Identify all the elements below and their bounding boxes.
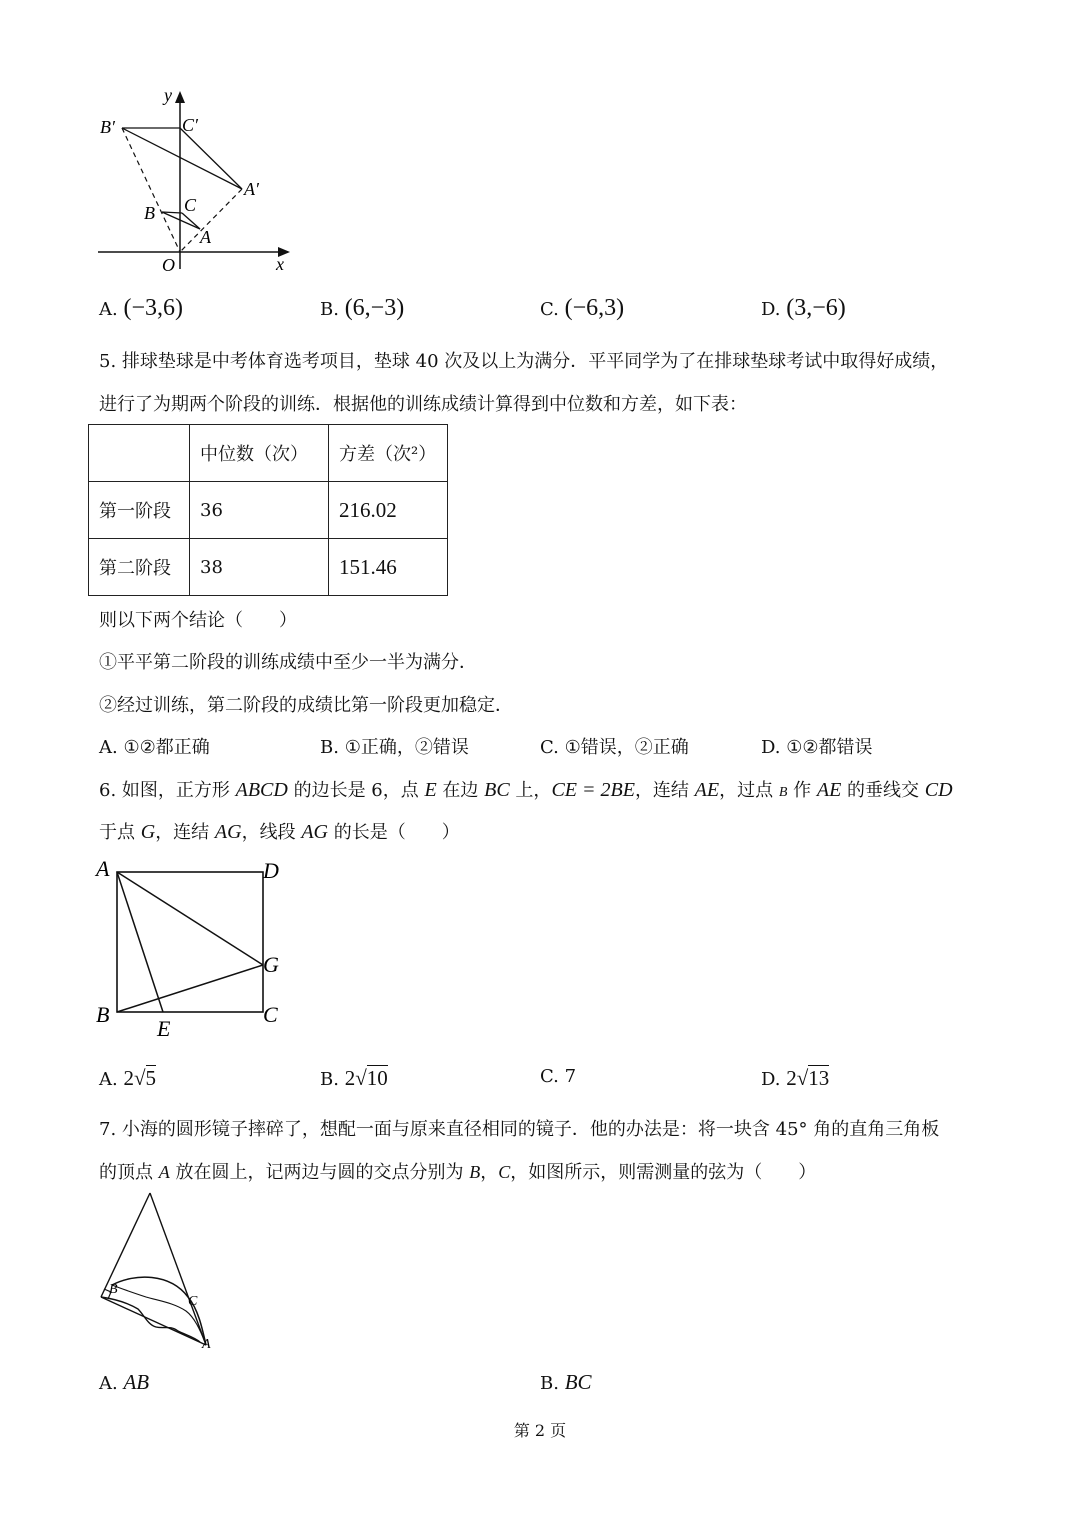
text: ，线段 — [241, 822, 302, 843]
q4-option-b[interactable] — [320, 295, 404, 322]
q4-label-c-prime: C′ — [182, 115, 198, 135]
text: 的边长是 6，点 — [287, 780, 425, 801]
q6-option-c[interactable] — [540, 1066, 576, 1087]
option-letter: A. — [99, 299, 118, 320]
q6-label-a: A — [96, 856, 110, 881]
math: G — [140, 821, 156, 843]
text: 作 — [787, 780, 817, 801]
text: ，如图所示，则需测量的弦为（ ） — [510, 1162, 817, 1183]
q6-label-b: B — [96, 1002, 110, 1027]
table-row — [89, 482, 448, 539]
option-value: (−3,6) — [123, 295, 183, 321]
option-coefficient: 2 — [123, 1066, 134, 1090]
math: A — [158, 1162, 170, 1182]
math: CE = 2BE — [551, 779, 635, 801]
text: 在边 — [436, 780, 485, 801]
option-letter: A. — [99, 1069, 118, 1090]
option-value: (−6,3) — [564, 295, 625, 321]
q6-label-e: E — [157, 1016, 171, 1041]
q5-option-c[interactable] — [540, 733, 689, 759]
q4-label-a: A — [200, 227, 211, 247]
math: B — [469, 1162, 481, 1182]
math: AE — [694, 779, 720, 801]
sqrt-sign-icon: √ — [133, 1066, 146, 1090]
q4-option-d[interactable] — [761, 295, 846, 322]
q6-label-g: G — [263, 952, 279, 977]
option-letter: C. — [540, 299, 559, 320]
q4-label-c: C — [184, 195, 197, 215]
q6-label-d: D — [263, 858, 279, 883]
q5-stem-line1: 5. 排球垫球是中考体育选考项目，垫球 40 次及以上为满分．平平同学为了在排球垫球考试中取得好成绩， — [99, 351, 949, 372]
table-header-cell: 中位数（次） — [190, 425, 329, 482]
q4-label-a-prime: A′ — [244, 179, 259, 199]
math: AG — [214, 821, 242, 843]
q7-stem-line1: 7. 小海的圆形镜子摔碎了，想配一面与原来直径相同的镜子．他的办法是：将一块含 45° 角的直角三角板 — [99, 1119, 940, 1140]
table-cell: 第二阶段 — [89, 539, 190, 596]
text: ，连结 — [634, 780, 695, 801]
text: ， — [480, 1162, 499, 1183]
q6-stem-line2 — [99, 818, 460, 844]
option-coefficient: 2 — [786, 1066, 797, 1090]
option-letter: A. — [99, 1373, 118, 1394]
q6-option-d[interactable] — [761, 1066, 829, 1091]
option-value: ①②都错误 — [786, 737, 873, 758]
option-radicand: 5 — [145, 1066, 156, 1090]
table-header-cell — [89, 425, 190, 482]
option-value: ①②都正确 — [123, 737, 210, 758]
q4-label-x: x — [276, 254, 284, 274]
option-value: ①错误，②正确 — [564, 737, 689, 758]
q4-label-o: O — [162, 255, 175, 275]
math: C — [498, 1162, 511, 1182]
q7-label-b: B — [109, 1282, 118, 1297]
text: 的长是（ ） — [328, 822, 460, 843]
option-coefficient: 2 — [344, 1066, 356, 1090]
table-row — [89, 425, 448, 482]
option-value: BC — [564, 1370, 592, 1394]
text: ，过点 — [719, 780, 779, 801]
option-letter: D. — [761, 1069, 781, 1090]
math: BC — [484, 779, 510, 801]
text: 于点 — [99, 822, 141, 843]
q6-option-b[interactable] — [320, 1066, 388, 1091]
q5-statement-2: ②经过训练，第二阶段的成绩比第一阶段更加稳定． — [99, 695, 513, 716]
option-value: 7 — [564, 1066, 577, 1087]
q4-label-b-prime: B′ — [100, 117, 115, 137]
option-letter: B. — [320, 1069, 339, 1090]
q5-option-d[interactable] — [761, 733, 873, 759]
q7-stem-line2 — [99, 1158, 816, 1184]
q7-mirror-figure — [90, 1185, 230, 1360]
q5-stem-line2: 进行了为期两个阶段的训练．根据他的训练成绩计算得到中位数和方差，如下表： — [99, 394, 747, 415]
table-cell: 38 — [190, 539, 329, 596]
sqrt-sign-icon: √ — [796, 1066, 809, 1090]
q7-option-b[interactable] — [540, 1370, 592, 1395]
q5-statement-1: ①平平第二阶段的训练成绩中至少一半为满分． — [99, 652, 477, 673]
option-letter: B. — [320, 299, 339, 320]
option-radicand: 10 — [366, 1066, 388, 1090]
table-cell: 第一阶段 — [89, 482, 190, 539]
option-letter: B. — [540, 1373, 559, 1394]
q4-option-a[interactable] — [99, 295, 183, 322]
table-cell: 36 — [190, 482, 329, 539]
q7-label-a: A — [202, 1337, 211, 1352]
table-row — [89, 539, 448, 596]
option-value: ①正确，②错误 — [344, 737, 469, 758]
text: 的顶点 — [99, 1162, 159, 1183]
math: B — [778, 785, 788, 800]
option-radicand: 13 — [808, 1066, 830, 1090]
option-value: (6,−3) — [344, 295, 405, 321]
table-header-cell: 方差（次²） — [329, 425, 448, 482]
text: 上， — [509, 780, 552, 801]
q6-square-figure — [90, 852, 300, 1042]
q5-option-b[interactable] — [320, 733, 469, 759]
math: AG — [301, 821, 328, 843]
page-number: 第 2 页 — [513, 1421, 567, 1440]
q5-stats-table — [88, 424, 448, 596]
q4-coordinate-figure — [90, 85, 300, 275]
text: 6. 如图，正方形 — [99, 780, 236, 801]
q4-label-y: y — [164, 85, 172, 105]
option-letter: C. — [540, 1066, 559, 1087]
q7-label-c: C — [188, 1294, 198, 1309]
math: E — [424, 779, 437, 801]
text: 放在圆上，记两边与圆的交点分别为 — [169, 1162, 470, 1183]
option-letter: D. — [761, 737, 781, 758]
q4-option-c[interactable] — [540, 295, 624, 322]
math: CD — [924, 779, 953, 801]
q6-label-c: C — [263, 1002, 278, 1027]
q6-stem-line1 — [99, 776, 953, 802]
sqrt-sign-icon: √ — [355, 1066, 367, 1090]
text: 的垂线交 — [841, 780, 925, 801]
q5-option-a[interactable] — [99, 733, 210, 759]
option-letter: A. — [99, 737, 118, 758]
table-cell: 151.46 — [329, 539, 448, 596]
q5-prompt: 则以下两个结论（ ） — [99, 610, 297, 631]
q4-label-b: B — [144, 203, 155, 223]
option-letter: B. — [320, 737, 339, 758]
q6-option-a[interactable] — [99, 1066, 156, 1091]
option-value: (3,−6) — [786, 295, 846, 321]
option-value: AB — [123, 1370, 150, 1394]
math: ABCD — [235, 779, 288, 801]
q7-option-a[interactable] — [99, 1370, 149, 1395]
table-cell: 216.02 — [329, 482, 448, 539]
math: AE — [816, 779, 842, 801]
option-letter: D. — [761, 299, 781, 320]
option-letter: C. — [540, 737, 559, 758]
text: ，连结 — [155, 822, 215, 843]
